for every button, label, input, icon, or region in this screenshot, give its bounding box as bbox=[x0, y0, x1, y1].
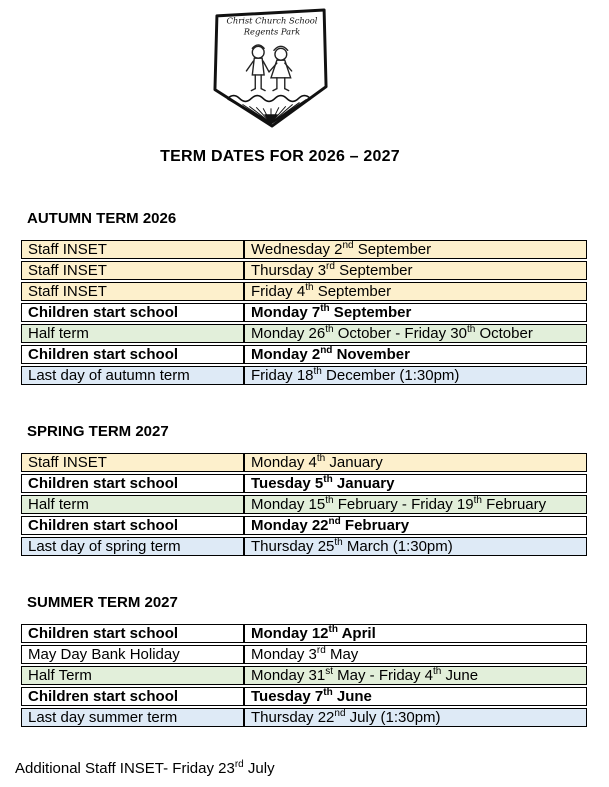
table-row bbox=[21, 495, 587, 514]
table-row bbox=[21, 453, 587, 472]
table-row bbox=[21, 474, 587, 493]
event-label-cell: Staff INSET bbox=[21, 282, 244, 301]
event-label-cell: Children start school bbox=[21, 303, 244, 322]
event-date-cell: Friday 4th September bbox=[244, 282, 587, 301]
page-title: TERM DATES FOR 2026 – 2027 bbox=[160, 148, 400, 165]
term-section bbox=[0, 210, 609, 387]
event-label-cell: Half term bbox=[21, 495, 244, 514]
table-row bbox=[21, 366, 587, 385]
table-row bbox=[21, 345, 587, 364]
table-row bbox=[21, 240, 587, 259]
event-date-cell: Monday 3rd May bbox=[244, 645, 587, 664]
term-section bbox=[0, 423, 609, 558]
term-sections bbox=[0, 210, 609, 729]
event-label-cell: Last day summer term bbox=[21, 708, 244, 727]
event-date-cell: Thursday 22nd July (1:30pm) bbox=[244, 708, 587, 727]
term-table bbox=[21, 451, 587, 558]
term-table bbox=[21, 238, 587, 387]
crest-location: Regents Park bbox=[243, 26, 301, 37]
event-date-cell: Monday 31st May - Friday 4th June bbox=[244, 666, 587, 685]
table-row bbox=[21, 516, 587, 535]
event-date-cell: Monday 12th April bbox=[244, 624, 587, 643]
event-date-cell: Thursday 3rd September bbox=[244, 261, 587, 280]
table-row bbox=[21, 537, 587, 556]
event-date-cell: Monday 15th February - Friday 19th February bbox=[244, 495, 587, 514]
event-label-cell: Staff INSET bbox=[21, 240, 244, 259]
event-label-cell: Children start school bbox=[21, 624, 244, 643]
table-row bbox=[21, 624, 587, 643]
table-row bbox=[21, 666, 587, 685]
table-row bbox=[21, 324, 587, 343]
event-label-cell: Half term bbox=[21, 324, 244, 343]
event-label-cell: Children start school bbox=[21, 474, 244, 493]
event-label-cell: May Day Bank Holiday bbox=[21, 645, 244, 664]
section-heading: SUMMER TERM 2027 bbox=[27, 594, 178, 611]
event-label-cell: Last day of autumn term bbox=[21, 366, 244, 385]
school-crest bbox=[212, 6, 330, 130]
event-date-cell: Thursday 25th March (1:30pm) bbox=[244, 537, 587, 556]
footer-note: Additional Staff INSET- Friday 23rd July bbox=[15, 759, 275, 777]
event-label-cell: Staff INSET bbox=[21, 453, 244, 472]
event-date-cell: Friday 18th December (1:30pm) bbox=[244, 366, 587, 385]
crest-school-name: Christ Church School bbox=[226, 15, 318, 26]
event-date-cell: Monday 2nd November bbox=[244, 345, 587, 364]
table-row bbox=[21, 282, 587, 301]
table-row bbox=[21, 261, 587, 280]
event-date-cell: Monday 4th January bbox=[244, 453, 587, 472]
event-label-cell: Half Term bbox=[21, 666, 244, 685]
document-page bbox=[0, 6, 609, 787]
event-date-cell: Monday 7th September bbox=[244, 303, 587, 322]
event-date-cell: Monday 26th October - Friday 30th October bbox=[244, 324, 587, 343]
event-date-cell: Wednesday 2nd September bbox=[244, 240, 587, 259]
event-label-cell: Children start school bbox=[21, 516, 244, 535]
event-date-cell: Tuesday 5th January bbox=[244, 474, 587, 493]
table-row bbox=[21, 303, 587, 322]
event-label-cell: Last day of spring term bbox=[21, 537, 244, 556]
event-date-cell: Tuesday 7th June bbox=[244, 687, 587, 706]
event-date-cell: Monday 22nd February bbox=[244, 516, 587, 535]
school-logo bbox=[212, 6, 332, 135]
event-label-cell: Staff INSET bbox=[21, 261, 244, 280]
section-heading: AUTUMN TERM 2026 bbox=[27, 210, 177, 227]
table-row bbox=[21, 645, 587, 664]
event-label-cell: Children start school bbox=[21, 345, 244, 364]
section-heading: SPRING TERM 2027 bbox=[27, 423, 169, 440]
term-section bbox=[0, 594, 609, 729]
table-row bbox=[21, 687, 587, 706]
table-row bbox=[21, 708, 587, 727]
event-label-cell: Children start school bbox=[21, 687, 244, 706]
term-table bbox=[21, 622, 587, 729]
